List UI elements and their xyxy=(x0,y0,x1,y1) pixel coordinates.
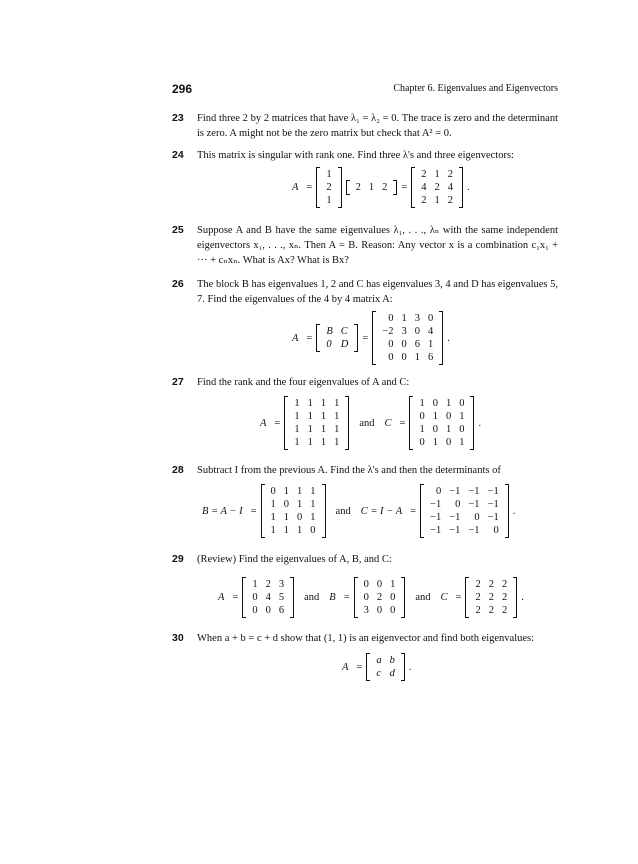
matrix-entry: 1 xyxy=(390,579,396,590)
matrix-entry: 0 xyxy=(493,525,499,536)
matrix-entry: 1 xyxy=(427,339,434,350)
matrix-entry: 1 xyxy=(459,411,465,422)
right-bracket xyxy=(393,180,397,195)
matrix-row xyxy=(248,604,288,617)
matrix-c xyxy=(409,396,474,450)
matrix-entry: 1 xyxy=(334,424,340,435)
matrix-entry: 2 xyxy=(475,592,481,603)
equation-lhs: B xyxy=(329,592,336,603)
matrix-row xyxy=(471,578,511,591)
matrix-entry: C xyxy=(340,326,348,337)
matrix-entries xyxy=(360,578,400,617)
matrix-entry: 1 xyxy=(320,398,327,409)
matrix-row xyxy=(372,654,399,667)
matrix-entry: 1 xyxy=(434,195,440,206)
period: . xyxy=(478,417,482,429)
left-bracket xyxy=(354,577,358,618)
matrix-entry: c xyxy=(376,668,382,679)
matrix-row xyxy=(290,410,343,423)
matrix-entry: 2 xyxy=(326,182,332,193)
matrix-b xyxy=(354,577,406,618)
matrix-row xyxy=(290,436,343,449)
matrix-entry: 0 xyxy=(455,499,461,510)
chapter-title: Chapter 6. Eigenvalues and Eigenvectors xyxy=(393,83,558,94)
and-word: and xyxy=(335,505,351,517)
matrix-entry: 3 xyxy=(401,326,407,337)
matrix-entries xyxy=(322,325,352,351)
matrix-entry: 5 xyxy=(278,592,285,603)
equation-27 xyxy=(260,396,481,450)
problem-28 xyxy=(172,463,558,478)
matrix-entries xyxy=(248,578,288,617)
matrix-row xyxy=(378,351,437,364)
matrix-row xyxy=(322,338,352,351)
matrix-row xyxy=(426,498,503,511)
equation-30 xyxy=(342,653,411,681)
equals-sign: = xyxy=(356,661,363,673)
matrix-entry: 0 xyxy=(297,512,303,523)
matrix-entry: 2 xyxy=(475,579,481,590)
matrix-entry: 1 xyxy=(310,512,316,523)
matrix-entry: −1 xyxy=(487,486,499,497)
matrix-row xyxy=(352,181,392,194)
block-matrix xyxy=(316,324,358,352)
matrix-entry: 1 xyxy=(307,424,313,435)
left-bracket xyxy=(411,167,415,208)
right-bracket xyxy=(401,577,405,618)
matrix-entries xyxy=(290,397,343,449)
matrix-entry: 1 xyxy=(334,398,340,409)
equation-lhs: C = I − A xyxy=(360,505,403,517)
matrix-entry: 0 xyxy=(270,486,276,497)
equals-sign: = xyxy=(232,592,239,603)
matrix-entry: 6 xyxy=(427,352,434,363)
matrix-entry: 0 xyxy=(252,592,258,603)
matrix-entry: 0 xyxy=(401,339,407,350)
problem-text: The block B has eigenvalues 1, 2 and C has eigenvalues 3, 4 and D has eigenvalues 5, 7. Find the eigenvalues of the 4 by 4 matrix A: xyxy=(197,279,558,305)
matrix-entry: 6 xyxy=(414,339,420,350)
page-number: 296 xyxy=(172,82,193,96)
right-bracket xyxy=(345,396,349,450)
matrix-entry: 2 xyxy=(382,182,388,193)
period: . xyxy=(447,332,450,344)
matrix-entry: 1 xyxy=(419,398,425,409)
matrix-row xyxy=(267,524,320,537)
equation-lhs: A xyxy=(218,592,225,603)
matrix-entry: b xyxy=(389,655,395,666)
matrix-entry: 2 xyxy=(501,592,508,603)
matrix-row xyxy=(322,181,335,194)
matrix-entry: 1 xyxy=(368,182,375,193)
equation-lhs: C xyxy=(384,417,392,429)
problem-text: This matrix is singular with rank one. Find three λ's and three eigenvectors: xyxy=(197,150,514,161)
matrix-row xyxy=(378,312,437,325)
matrix-entry: 0 xyxy=(310,525,316,536)
matrix-entry: 1 xyxy=(432,411,438,422)
matrix-entry: a xyxy=(376,655,382,666)
matrix-entry: 1 xyxy=(252,579,258,590)
matrix-entry: 1 xyxy=(297,486,303,497)
matrix-row xyxy=(360,591,400,604)
period: . xyxy=(408,661,412,673)
matrix-entry: 0 xyxy=(376,605,383,616)
matrix-entry: 0 xyxy=(376,579,383,590)
equals-sign: = xyxy=(362,332,369,344)
matrix-entry: D xyxy=(340,339,349,350)
matrix-row xyxy=(417,194,457,207)
matrix-entry: 0 xyxy=(419,437,425,448)
period: . xyxy=(467,182,470,193)
matrix-entries xyxy=(417,168,457,207)
matrix-entry: 1 xyxy=(294,424,300,435)
matrix-entry: 1 xyxy=(445,398,452,409)
matrix-a xyxy=(242,577,294,618)
right-bracket xyxy=(322,484,326,538)
problem-25 xyxy=(172,223,558,268)
matrix-entry: 1 xyxy=(270,525,276,536)
matrix-entry: 0 xyxy=(427,313,434,324)
matrix-entry: 2 xyxy=(376,592,383,603)
right-bracket xyxy=(290,577,294,618)
equals-sign: = xyxy=(306,332,313,344)
matrix-entry: 1 xyxy=(270,499,276,510)
right-bracket xyxy=(505,484,509,538)
matrix-entries xyxy=(322,168,335,207)
matrix-entry: 0 xyxy=(401,352,407,363)
equation-29 xyxy=(218,577,524,618)
matrix-row xyxy=(248,591,288,604)
equals-sign: = xyxy=(399,417,406,429)
matrix-entry: 1 xyxy=(310,499,316,510)
right-bracket xyxy=(401,653,405,681)
matrix-entries xyxy=(372,654,399,680)
matrix-entry: 2 xyxy=(447,169,454,180)
and-word: and xyxy=(415,592,431,603)
matrix-entry: −1 xyxy=(430,512,442,523)
and-word: and xyxy=(359,417,375,429)
matrix-entry: 2 xyxy=(421,195,427,206)
matrix-entry: 1 xyxy=(283,512,290,523)
matrix-entry: 1 xyxy=(334,437,340,448)
matrix-entries xyxy=(352,181,392,194)
running-header xyxy=(172,82,558,98)
matrix-entry: 1 xyxy=(320,424,327,435)
left-bracket xyxy=(316,167,320,208)
matrix-entry: 0 xyxy=(326,339,332,350)
matrix-entry: 1 xyxy=(320,411,327,422)
matrix-row xyxy=(417,168,457,181)
matrix-entry: 1 xyxy=(459,437,465,448)
matrix-entry: 1 xyxy=(432,437,438,448)
equation-lhs: A xyxy=(260,417,267,429)
matrix-entry: 0 xyxy=(445,437,452,448)
problem-number: 24 xyxy=(172,149,184,161)
matrix-row xyxy=(426,524,503,537)
matrix-entry: 0 xyxy=(390,592,396,603)
matrix-entry: 2 xyxy=(447,195,454,206)
period: . xyxy=(521,592,524,603)
left-bracket xyxy=(316,324,320,352)
matrix-row xyxy=(471,604,511,617)
matrix-b xyxy=(261,484,326,538)
matrix-entry: 2 xyxy=(421,169,427,180)
matrix-entry: 1 xyxy=(320,437,327,448)
matrix-2x2 xyxy=(366,653,405,681)
equals-sign: = xyxy=(343,592,350,603)
left-bracket xyxy=(242,577,246,618)
right-bracket xyxy=(513,577,517,618)
column-vector xyxy=(316,167,341,208)
matrix-row xyxy=(417,181,457,194)
matrix-entry: 0 xyxy=(363,579,369,590)
matrix-entry: B xyxy=(326,326,333,337)
right-bracket xyxy=(459,167,463,208)
matrix-row xyxy=(360,604,400,617)
matrix-entry: 3 xyxy=(414,313,420,324)
matrix-entries xyxy=(426,485,503,537)
matrix-entry: 1 xyxy=(307,437,313,448)
matrix-entry: 1 xyxy=(310,486,316,497)
matrix-entry: −1 xyxy=(430,525,442,536)
matrix-row xyxy=(322,168,335,181)
matrix-a xyxy=(284,396,349,450)
left-bracket xyxy=(420,484,424,538)
equation-lhs: C xyxy=(440,592,448,603)
equals-sign: = xyxy=(274,417,281,429)
matrix-4x4 xyxy=(372,311,443,365)
matrix-entry: −1 xyxy=(449,512,461,523)
matrix-entries xyxy=(267,485,320,537)
matrix-entry: 0 xyxy=(252,605,258,616)
left-bracket xyxy=(372,311,376,365)
matrix-entry: 1 xyxy=(401,313,407,324)
matrix-entry: −1 xyxy=(487,499,499,510)
matrix-entry: 1 xyxy=(434,169,440,180)
problem-24 xyxy=(172,148,558,163)
right-bracket xyxy=(439,311,443,365)
matrix-entry: 4 xyxy=(421,182,427,193)
matrix-row xyxy=(378,325,437,338)
matrix-entry: 0 xyxy=(388,352,394,363)
right-bracket xyxy=(470,396,474,450)
matrix-entry: 0 xyxy=(445,411,452,422)
matrix-row xyxy=(267,498,320,511)
matrix-entry: 2 xyxy=(501,605,508,616)
matrix-row xyxy=(267,511,320,524)
matrix-entry: 1 xyxy=(334,411,340,422)
left-bracket xyxy=(366,653,370,681)
problem-text: Find the rank and the four eigenvalues of A and C: xyxy=(197,377,410,388)
matrix-entry: 0 xyxy=(459,398,465,409)
problem-text: (Review) Find the eigenvalues of A, B, and C: xyxy=(197,554,392,565)
matrix-entry: 0 xyxy=(459,424,465,435)
matrix-entry: 1 xyxy=(445,424,452,435)
equals-sign: = xyxy=(410,505,417,517)
matrix-entry: −1 xyxy=(449,525,461,536)
matrix-row xyxy=(322,194,335,207)
and-word: and xyxy=(304,592,320,603)
left-bracket xyxy=(261,484,265,538)
problem-number: 26 xyxy=(172,278,184,290)
matrix-row xyxy=(248,578,288,591)
matrix-row xyxy=(415,410,468,423)
problem-number: 30 xyxy=(172,632,184,644)
equation-lhs: A xyxy=(292,332,299,344)
equals-sign: = xyxy=(401,182,408,193)
matrix-entry: 2 xyxy=(501,579,508,590)
matrix-row xyxy=(415,397,468,410)
problem-number: 28 xyxy=(172,464,184,476)
matrix-entry: 2 xyxy=(434,182,440,193)
matrix-entry: 0 xyxy=(432,424,438,435)
matrix-entry: 1 xyxy=(294,437,300,448)
matrix-entry: 1 xyxy=(326,169,332,180)
matrix-entry: 0 xyxy=(474,512,480,523)
matrix-entry: 0 xyxy=(432,398,438,409)
matrix-entry: 1 xyxy=(297,525,303,536)
matrix-entry: 4 xyxy=(265,592,271,603)
right-bracket xyxy=(338,167,342,208)
matrix-entry: 1 xyxy=(307,398,313,409)
matrix-entry: −2 xyxy=(382,326,394,337)
matrix-entry: 4 xyxy=(447,182,454,193)
equation-24 xyxy=(292,167,470,208)
matrix-entry: −1 xyxy=(468,525,480,536)
matrix-entries xyxy=(471,578,511,617)
matrix-entry: 2 xyxy=(265,579,271,590)
problem-text: Subtract I from the previous A. Find the λ's and then the determinants of xyxy=(197,465,501,476)
matrix-entry: 1 xyxy=(307,411,313,422)
equals-sign: = xyxy=(250,505,257,517)
matrix-entry: 0 xyxy=(363,592,369,603)
matrix-row xyxy=(372,667,399,680)
matrix-row xyxy=(290,423,343,436)
problem-23 xyxy=(172,111,558,141)
matrix-entry: 4 xyxy=(427,326,434,337)
matrix-entry: −1 xyxy=(430,499,442,510)
matrix-entry: 2 xyxy=(475,605,481,616)
matrix-entries xyxy=(415,397,468,449)
matrix-entry: −1 xyxy=(468,499,480,510)
result-matrix xyxy=(411,167,463,208)
equation-26 xyxy=(292,311,450,365)
matrix-c xyxy=(465,577,517,618)
matrix-row xyxy=(426,485,503,498)
right-bracket xyxy=(354,324,358,352)
period: . xyxy=(512,505,516,517)
left-bracket xyxy=(284,396,288,450)
problem-text: Suppose A and B have the same eigenvalues λ₁, . . ., λₙ with the same independent eigenvectors x₁, . . ., xₙ. Then A = B. Reason: Any vector x is a combination c₁x₁ + ··· + cₙxₙ. What is Ax? What is Bx? xyxy=(197,225,558,266)
problem-text: Find three 2 by 2 matrices that have λ₁ = λ₂ = 0. The trace is zero and the determinant is zero. A might not be the zero matrix but check that A² = 0. xyxy=(197,113,558,139)
equation-lhs: A xyxy=(292,182,299,193)
matrix-entry: 1 xyxy=(297,499,303,510)
equation-lhs: A xyxy=(342,661,349,673)
problem-30 xyxy=(172,631,558,646)
matrix-row xyxy=(322,325,352,338)
matrix-entry: 0 xyxy=(283,499,290,510)
matrix-row xyxy=(378,338,437,351)
problem-29 xyxy=(172,552,558,567)
matrix-entry: 0 xyxy=(435,486,442,497)
problem-number: 27 xyxy=(172,376,184,388)
matrix-entry: 1 xyxy=(283,525,290,536)
matrix-entry: 6 xyxy=(278,605,285,616)
equals-sign: = xyxy=(306,182,313,193)
problem-27 xyxy=(172,375,558,390)
matrix-entry: 0 xyxy=(388,339,394,350)
equation-lhs: B = A − I xyxy=(202,505,243,517)
matrix-entry: 0 xyxy=(419,411,425,422)
matrix-entry: 2 xyxy=(488,579,494,590)
matrix-entry: 1 xyxy=(270,512,276,523)
matrix-entry: 2 xyxy=(488,605,494,616)
row-vector xyxy=(346,180,398,195)
matrix-row xyxy=(267,485,320,498)
matrix-entry: 0 xyxy=(390,605,396,616)
matrix-row xyxy=(360,578,400,591)
matrix-row xyxy=(415,423,468,436)
problem-26 xyxy=(172,277,558,307)
problem-number: 29 xyxy=(172,553,184,565)
equation-28 xyxy=(202,484,515,538)
matrix-entry: −1 xyxy=(449,486,461,497)
matrix-entry: −1 xyxy=(487,512,499,523)
matrix-entry: 0 xyxy=(265,605,271,616)
equals-sign: = xyxy=(455,592,462,603)
matrix-entry: 1 xyxy=(294,411,300,422)
matrix-entry: 1 xyxy=(283,486,290,497)
matrix-entry: 1 xyxy=(414,352,420,363)
matrix-entry: 2 xyxy=(488,592,494,603)
matrix-entry: 3 xyxy=(363,605,369,616)
matrix-entry: 1 xyxy=(326,195,332,206)
problem-text: When a + b = c + d show that (1, 1) is an eigenvector and find both eigenvalues: xyxy=(197,633,535,644)
matrix-row xyxy=(415,436,468,449)
left-bracket xyxy=(465,577,469,618)
matrix-entry: 1 xyxy=(294,398,300,409)
matrix-entry: 1 xyxy=(419,424,425,435)
matrix-entry: 0 xyxy=(388,313,394,324)
left-bracket xyxy=(346,180,350,195)
problem-number: 25 xyxy=(172,224,184,236)
matrix-row xyxy=(426,511,503,524)
matrix-row xyxy=(290,397,343,410)
left-bracket xyxy=(409,396,413,450)
matrix-entry: 0 xyxy=(414,326,420,337)
matrix-row xyxy=(471,591,511,604)
matrix-entry: 3 xyxy=(278,579,285,590)
matrix-entry: 2 xyxy=(355,182,361,193)
matrix-c xyxy=(420,484,509,538)
matrix-entry: d xyxy=(389,668,395,679)
matrix-entries xyxy=(378,312,437,364)
matrix-entry: −1 xyxy=(468,486,480,497)
problem-number: 23 xyxy=(172,112,184,124)
